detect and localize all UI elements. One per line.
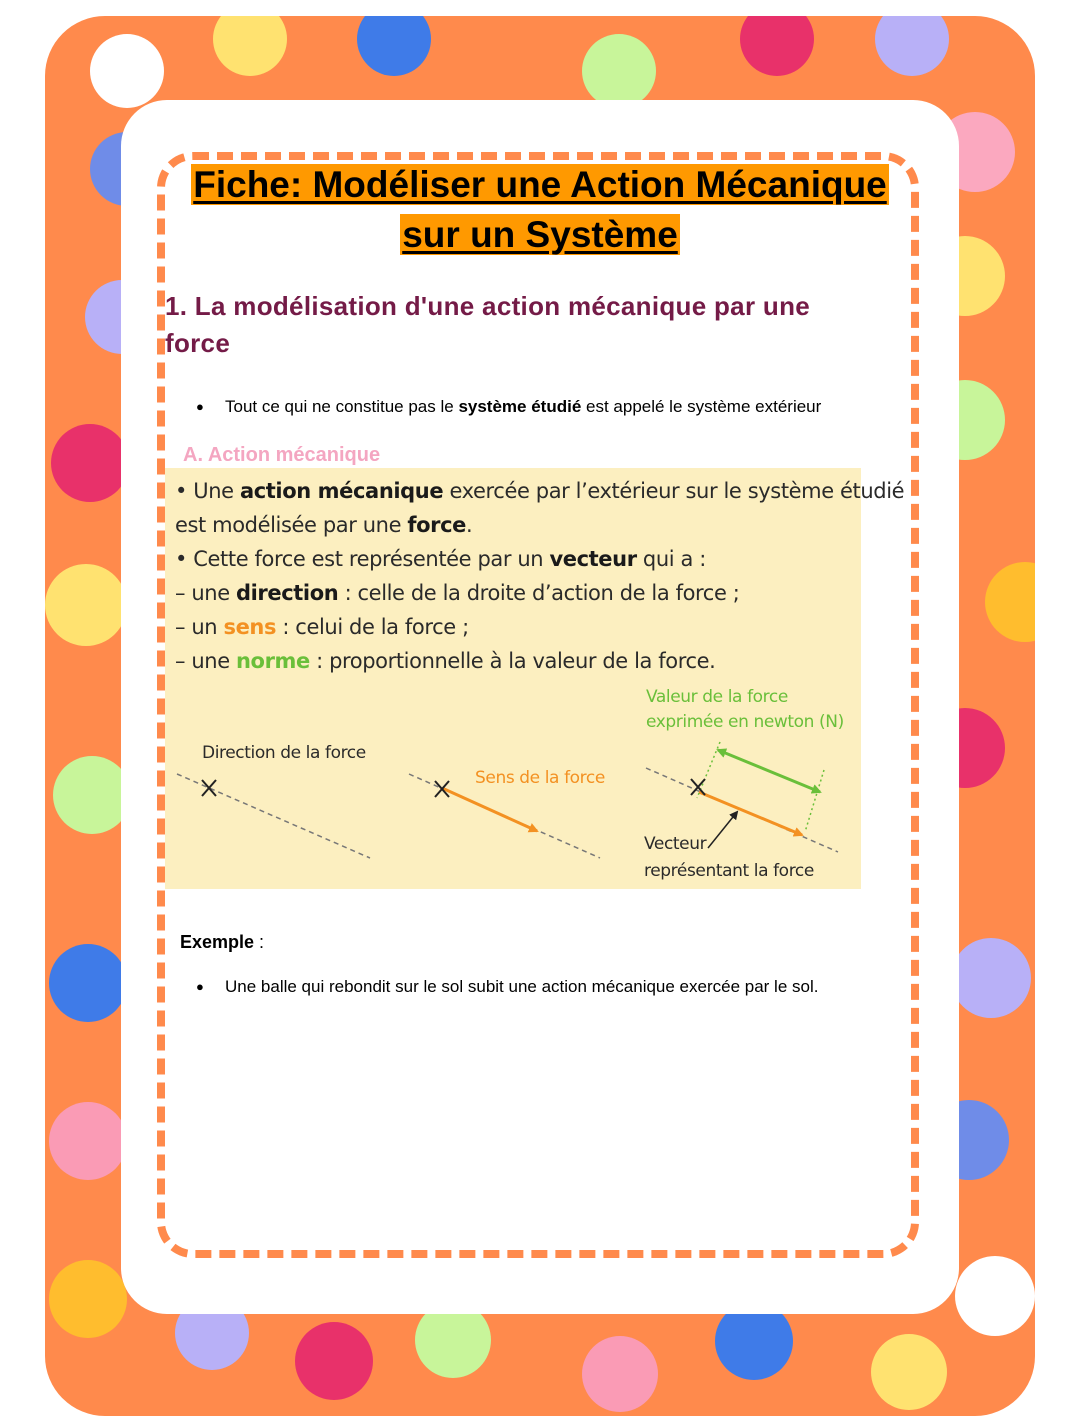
decorative-dot	[582, 1336, 658, 1412]
decorative-dot	[357, 16, 431, 76]
exemple-heading: Exemple :	[180, 932, 265, 952]
norme-arrow	[718, 750, 820, 792]
decorative-dot	[955, 1256, 1035, 1336]
box-line-5: – un sens : celui de la force ;	[175, 615, 469, 639]
definition-box	[165, 468, 905, 889]
point-cross-3	[691, 779, 705, 795]
bullet-dot: ●	[196, 979, 204, 994]
section1-heading	[165, 288, 885, 362]
norme-guide-end	[805, 770, 824, 832]
decorative-dot	[871, 1334, 947, 1410]
box-line-2: est modélisée par une force.	[175, 513, 473, 537]
bullet-exemple: ● Une balle qui rebondit sur le sol subit une action mécanique exercée par le sol.	[196, 977, 819, 996]
page-title	[140, 160, 940, 260]
decorative-dot	[51, 424, 129, 502]
title-line2: sur un Système	[402, 214, 678, 255]
decorative-dot	[49, 1102, 127, 1180]
decorative-dot	[951, 938, 1031, 1018]
decorative-dot	[740, 16, 814, 76]
decorative-dot	[582, 34, 656, 108]
bullet-systeme-exterieur: ● Tout ce qui ne constitue pas le système étudié est appelé le système extérieur	[196, 397, 822, 416]
direction-label: Direction de la force	[202, 743, 366, 763]
decorative-dot	[49, 1260, 127, 1338]
section1-heading-line2: force	[165, 328, 231, 358]
decorative-dot	[875, 16, 949, 76]
vecteur-pointer	[708, 812, 737, 848]
box-line-3: • Cette force est représentée par un vecteur qui a :	[175, 547, 706, 571]
decorative-dot	[90, 34, 164, 108]
force-diagram	[165, 468, 861, 889]
box-line-6: – une norme : proportionnelle à la valeur de la force.	[175, 649, 716, 673]
box-line-4: – une direction : celle de la droite d’action de la force ;	[175, 581, 740, 605]
vecteur-label-line2: représentant la force	[644, 861, 814, 881]
decorative-dot	[53, 756, 131, 834]
section1-heading-line1: 1. La modélisation d'une action mécanique par une	[165, 291, 811, 321]
valeur-label-line1: Valeur de la force	[646, 687, 788, 707]
vecteur-label-line1: Vecteur	[644, 834, 707, 854]
sens-label: Sens de la force	[475, 768, 605, 788]
force-vector-arrow	[699, 792, 802, 835]
decorative-dot	[213, 16, 287, 76]
bullet-dot: ●	[196, 399, 204, 414]
decorative-dot	[295, 1322, 373, 1400]
point-cross-1	[202, 780, 216, 796]
decorative-dot	[45, 564, 127, 646]
decorative-dot	[985, 562, 1035, 642]
box-line-1: • Une action mécanique exercée par l’extérieur sur le système étudié	[175, 479, 905, 503]
sens-arrow	[442, 788, 537, 831]
title-line1: Fiche: Modéliser une Action Mécanique	[193, 164, 887, 205]
valeur-label-line2: exprimée en newton (N)	[646, 712, 844, 732]
direction-line	[177, 774, 370, 858]
decorative-dot	[49, 944, 127, 1022]
subsection-a-heading: A. Action mécanique	[183, 444, 381, 466]
